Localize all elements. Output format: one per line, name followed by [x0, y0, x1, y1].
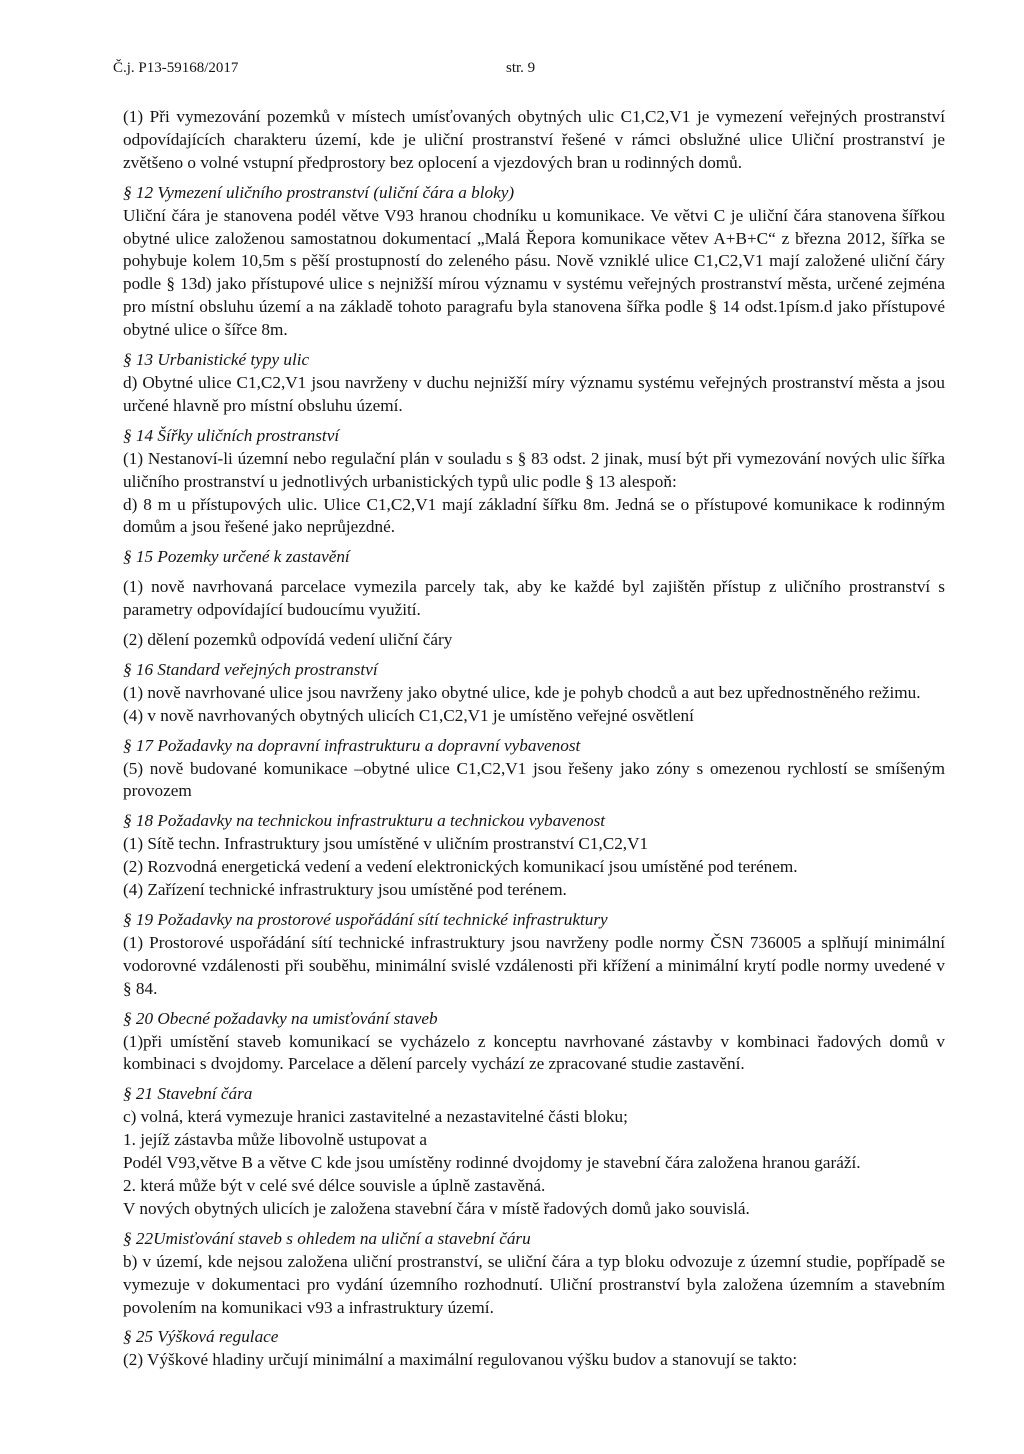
paragraph: 2. která může být v celé své délce souvisle a úplně zastavěná. [123, 1175, 546, 1195]
paragraph: (2) dělení pozemků odpovídá vedení uliční čáry [123, 630, 453, 650]
document-body [123, 106, 945, 1372]
paragraph: (1) nově navrhovaná parcelace vymezila parcely tak, aby ke každé byl zajištěn přístup z uličního prostranství s parametry odpovídající budoucímu využití. [123, 577, 945, 620]
paragraph: (5) nově budované komunikace –obytné ulice C1,C2,V1 jsou řešeny jako zóny s omezenou rychlostí se smíšeným provozem [123, 758, 945, 801]
section-heading: § 18 Požadavky na technickou infrastrukturu a technickou vybavenost [123, 811, 606, 831]
section-heading: § 20 Obecné požadavky na umisťování staveb [123, 1008, 438, 1028]
paragraph: (2) Rozvodná energetická vedení a vedení elektronických komunikací jsou umístěné pod terénem. [123, 857, 798, 877]
paragraph: (2) Výškové hladiny určují minimální a maximální regulovanou výšku budov a stanovují se takto: [123, 1350, 798, 1370]
paragraph: 1. jejíž zástavba může libovolně ustupovat a [123, 1130, 428, 1150]
page-number: str. 9 [506, 60, 536, 76]
section-heading: § 19 Požadavky na prostorové uspořádání sítí technické infrastruktury [123, 910, 608, 929]
paragraph: Podél V93,větve B a větve C kde jsou umístěny rodinné dvojdomy je stavební čára založena hranou garáží. [123, 1153, 861, 1173]
paragraph: Uliční čára je stanovena podél větve V93 hranou chodníku u komunikace. Ve větvi C je uliční čára stanovena šířkou obytné ulice založenou samostatnou dokumentací „Malá Řepora komunikace větev A+B+C“ z března 2012, šířka se pohybuje kolem 10,5m s pěší prostupností do zeleného pásu. Nově vzniklé ulice C1,C2,V1 mají založené uliční čáry podle § 13d) jako přístupové ulice s nejnižší mírou významu v systému veřejných prostranství města, určené zejména pro místní obsluhu území a na základě tohoto paragrafu byla stanovena šířka podle § 14 odst.1písm.d jako přístupové obytné ulice o šířce 8m. [123, 205, 945, 340]
section-heading: § 17 Požadavky na dopravní infrastrukturu a dopravní vybavenost [123, 735, 581, 755]
paragraph: V nových obytných ulicích je založena stavební čára v místě řadových domů jako souvislá. [123, 1198, 750, 1218]
section-heading: § 16 Standard veřejných prostranství [123, 659, 378, 679]
section-heading: § 13 Urbanistické typy ulic [123, 350, 310, 370]
section-heading: § 12 Vymezení uličního prostranství (uliční čára a bloky) [123, 182, 515, 202]
paragraph: d) 8 m u přístupových ulic. Ulice C1,C2,V1 mají základní šířku 8m. Jedná se o přístupové komunikace k rodinným domům a jsou řešené jako neprůjezdné. [123, 494, 945, 537]
paragraph: (1) Prostorové uspořádání sítí technické infrastruktury jsou navrženy podle normy ČSN 736005 a splňují minimální vodorovné vzdálenosti při souběhu, minimální svislé vzdálenosti při křížení a minimální krytí podle normy uvedené v § 84. [123, 932, 945, 998]
section-heading: § 14 Šířky uličních prostranství [123, 425, 340, 445]
section-heading: § 22Umisťování staveb s ohledem na uliční a stavební čáru [123, 1228, 531, 1248]
paragraph: (1)při umístění staveb komunikací se vycházelo z konceptu navrhované zástavby v kombinaci řadových domů v kombinaci s dvojdomy. Parcelace a dělení parcely vychází ze zpracované studie zastavění. [123, 1031, 945, 1074]
paragraph: (1) Nestanoví-li územní nebo regulační plán v souladu s § 83 odst. 2 jinak, musí být při vymezování nových ulic šířka uličního prostranství u jednotlivých urbanistických typů ulic podle § 13 alespoň: [123, 448, 945, 491]
section-heading: § 15 Pozemky určené k zastavění [123, 547, 350, 567]
paragraph: b) v území, kde nejsou založena uliční prostranství, se uliční čára a typ bloku odvozuje z územní studie, popřípadě se vymezuje v dokumentaci pro vydání územního rozhodnutí. Uliční prostranství byla založena územním a stavebním povolením na komunikaci v93 a infrastruktury území. [123, 1251, 945, 1317]
section-heading: § 21 Stavební čára [123, 1084, 253, 1104]
paragraph: c) volná, která vymezuje hranici zastavitelné a nezastavitelné části bloku; [123, 1107, 628, 1127]
reference-number: Č.j. P13-59168/2017 [113, 60, 239, 76]
paragraph: (1) Sítě techn. Infrastruktury jsou umístěné v uličním prostranství C1,C2,V1 [123, 834, 649, 854]
paragraph: (4) Zařízení technické infrastruktury jsou umístěné pod terénem. [123, 880, 567, 900]
paragraph: d) Obytné ulice C1,C2,V1 jsou navrženy v duchu nejnižší míry významu systému veřejných prostranství města a jsou určené hlavně pro místní obsluhu území. [123, 372, 945, 415]
paragraph: (1) nově navrhované ulice jsou navrženy jako obytné ulice, kde je pohyb chodců a aut bez upřednostněného režimu. [123, 682, 921, 702]
paragraph: (1) Při vymezování pozemků v místech umísťovaných obytných ulic C1,C2,V1 je vymezení veřejných prostranství odpovídajících charakteru území, kde je uliční prostranství řešené v rámci obslužné ulice Uliční prostranství je zvětšeno o volné vstupní předprostory bez oplocení a vjezdových bran u rodinných domů. [123, 107, 945, 172]
section-heading: § 25 Výšková regulace [123, 1327, 279, 1347]
paragraph: (4) v nově navrhovaných obytných ulicích C1,C2,V1 je umístěno veřejné osvětlení [123, 705, 694, 725]
